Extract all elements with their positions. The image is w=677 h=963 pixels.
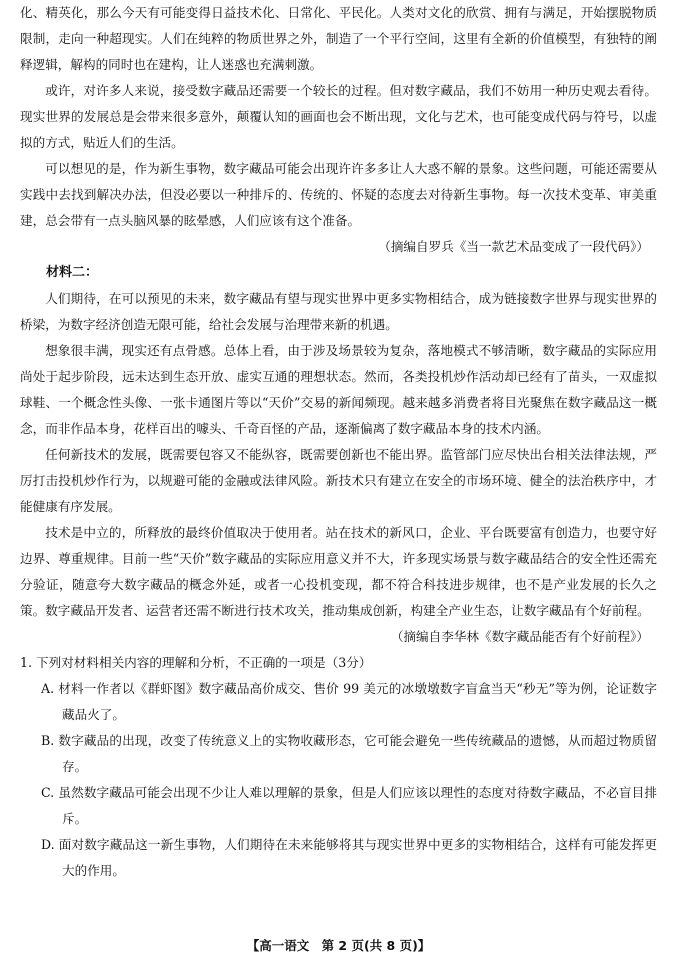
question-1-option-b: B. 数字藏品的出现，改变了传统意义上的实物收藏形态，它可能会避免一些传统藏品的遗憾，从而超过物质留存。 [41, 733, 657, 774]
question-1-option-c: C. 虽然数字藏品可能会出现不少让人难以理解的景象，但是人们应该以理性的态度对待数字藏品，不必盲目排斥。 [41, 785, 657, 826]
question-1-stem: 1. 下列对材料相关内容的理解和分析，不正确的一项是（3分） [20, 655, 372, 670]
exam-page [20, 0, 657, 884]
material1-source: （摘编自罗兵《当一款艺术品变成了一段代码》） [378, 239, 649, 254]
material1-paragraph-3: 可以想见的是，作为新生事物，数字藏品可能会出现许许多多让人大惑不解的景象。这些问题，可能还需要从实践中去找到解决办法，但没必要以一种排斥的、传统的、怀疑的态度去对待新生事物。每一次技术变革、审美重建，总会带有一点头脑风暴的眩晕感，人们应该有这个准备。 [20, 161, 657, 228]
material1-paragraph-2: 或许，对许多人来说，接受数字藏品还需要一个较长的过程。但对数字藏品，我们不妨用一种历史观去看待。现实世界的发展总是会带来很多意外，颠覆认知的画面也会不断出现，文化与艺术，也可能变成代码与符号，以虚拟的方式，贴近人们的生活。 [20, 83, 657, 150]
material2-paragraph-2: 想象很丰满，现实还有点骨感。总体上看，由于涉及场景较为复杂，落地模式不够清晰，数字藏品的实际应用尚处于起步阶段，远未达到生态开放、虚实互通的理想状态。然而，各类投机炒作活动却已经有了苗头，一双虚拟球鞋、一个概念性头像、一张卡通图片等以“天价”交易的新闻频现。越来越多消费者将目光聚焦在数字藏品这一概念，而非作品本身，花样百出的噱头、千奇百怪的产品，逐渐偏离了数字藏品本身的技术内涵。 [20, 343, 657, 436]
material2-paragraph-1: 人们期待，在可以预见的未来，数字藏品有望与现实世界中更多实物相结合，成为链接数字世界与现实世界的桥梁，为数字经济创造无限可能，给社会发展与治理带来新的机遇。 [20, 291, 657, 332]
page-footer [0, 937, 677, 955]
material1-paragraph-1: 化、精英化，那么今天有可能变得日益技术化、日常化、平民化。人类对文化的欣赏、拥有与满足，开始摆脱物质限制，走向一种超现实。人们在纯粹的物质世界之外，制造了一个平行空间，这里有全新的价值模型，有独特的阐释逻辑，解构的同时也在建构，让人迷惑也充满刺激。 [20, 5, 657, 72]
material2-paragraph-4: 技术是中立的，所释放的最终价值取决于使用者。站在技术的新风口，企业、平台既要富有创造力，也要守好边界、尊重规律。目前一些“天价”数字藏品的实际应用意义并不大，许多现实场景与数字藏品结合的安全性还需充分验证，随意夸大数字藏品的概念外延，或者一心投机变现，都不符合科技进步规律，也不是产业发展的长久之策。数字藏品开发者、运营者还需不断进行技术攻关，推动集成创新，构建全产业生态，让数字藏品有个好前程。 [20, 525, 657, 618]
material2-source: （摘编自李华林《数字藏品能否有个好前程》） [390, 629, 649, 644]
question-1-option-a: A. 材料一作者以《群虾图》数字藏品高价成交、售价 99 美元的冰墩墩数字盲盒当天“秒无”等为例，论证数字藏品火了。 [41, 681, 657, 722]
footer-page-number: 第 2 页(共 8 页)】 [321, 938, 431, 953]
material2-heading: 材料二： [46, 265, 99, 280]
question-1-option-d: D. 面对数字藏品这一新生事物，人们期待在未来能够将其与现实世界中更多的实物相结合，这样有可能发挥更大的作用。 [41, 837, 657, 878]
footer-subject: 【高一语文 [246, 938, 310, 953]
material2-paragraph-3: 任何新技术的发展，既需要包容又不能纵容，既需要创新也不能出界。监管部门应尽快出台相关法律法规，严厉打击投机炒作行为，以规避可能的金融或法律风险。新技术只有建立在安全的市场环境、健全的法治秩序中，才能健康有序发展。 [20, 447, 657, 514]
